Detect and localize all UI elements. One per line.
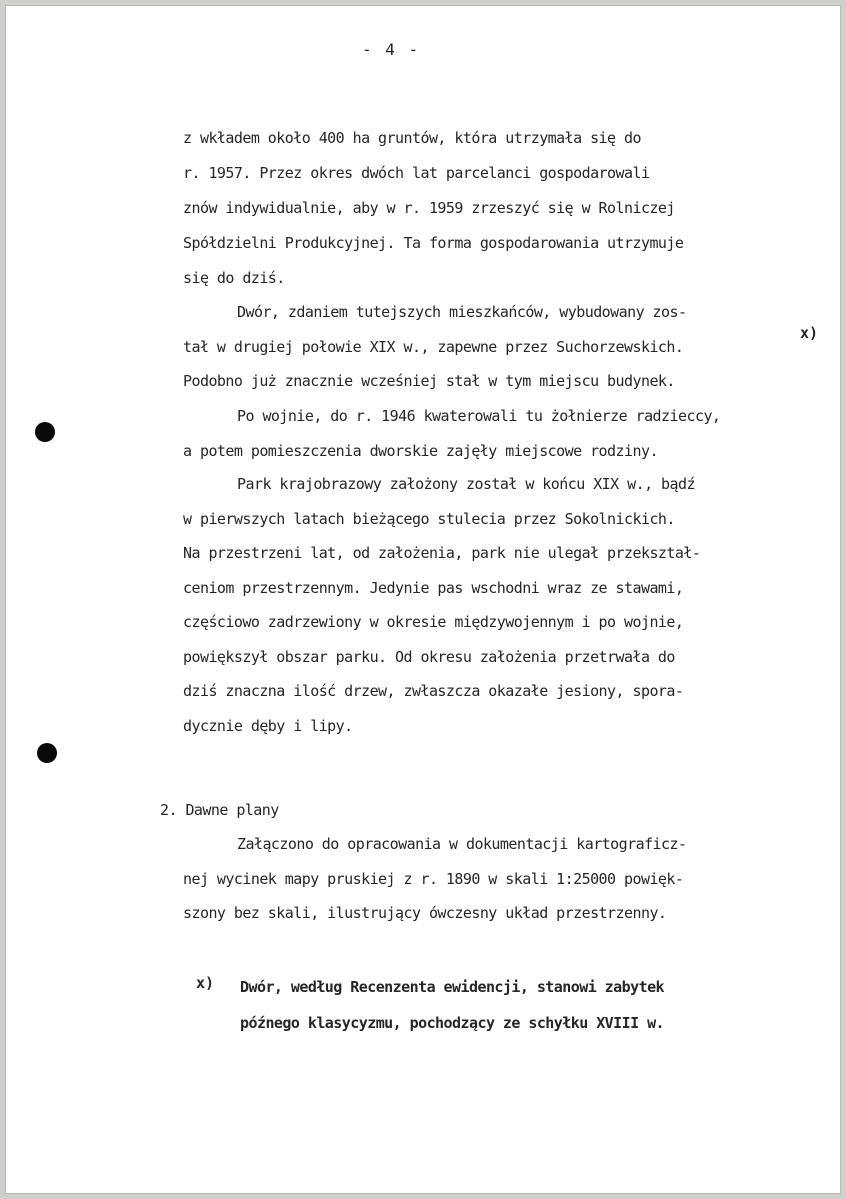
text-line: Spółdzielni Produkcyjnej. Ta forma gospodarowania utrzymuje bbox=[183, 234, 684, 252]
text-line: Dwór, zdaniem tutejszych mieszkańców, wybudowany zos- bbox=[237, 303, 687, 321]
text-line: szony bez skali, ilustrujący ówczesny układ przestrzenny. bbox=[183, 904, 667, 922]
text-line: w pierwszych latach bieżącego stulecia przez Sokolnickich. bbox=[183, 510, 675, 528]
text-line: nej wycinek mapy pruskiej z r. 1890 w skali 1:25000 powięk- bbox=[183, 870, 684, 888]
punch-hole-top bbox=[35, 422, 55, 442]
section-heading: 2. Dawne plany bbox=[160, 801, 279, 819]
punch-hole-bottom bbox=[37, 743, 57, 763]
margin-note-marker: x) bbox=[800, 324, 819, 342]
page-number: - 4 - bbox=[362, 40, 421, 59]
text-line: dycznie dęby i lipy. bbox=[183, 717, 353, 735]
footnote-marker: x) bbox=[196, 974, 215, 992]
footnote-line: Dwór, według Recenzenta ewidencji, stanowi zabytek bbox=[240, 978, 665, 996]
text-line: dziś znaczna ilość drzew, zwłaszcza okazałe jesiony, spora- bbox=[183, 682, 684, 700]
text-line: Na przestrzeni lat, od założenia, park nie ulegał przekształ- bbox=[183, 544, 701, 562]
text-line: ceniom przestrzennym. Jedynie pas wschodni wraz ze stawami, bbox=[183, 579, 684, 597]
text-line: znów indywidualnie, aby w r. 1959 zrzeszyć się w Rolniczej bbox=[183, 199, 675, 217]
text-line: r. 1957. Przez okres dwóch lat parcelanci gospodarowali bbox=[183, 164, 650, 182]
text-line: z wkładem około 400 ha gruntów, która utrzymała się do bbox=[183, 129, 641, 147]
text-line: Park krajobrazowy założony został w końcu XIX w., bądź bbox=[237, 475, 695, 493]
text-line: Załączono do opracowania w dokumentacji kartograficz- bbox=[237, 835, 687, 853]
text-line: Po wojnie, do r. 1946 kwaterowali tu żołnierze radzieccy, bbox=[237, 407, 721, 425]
text-line: Podobno już znacznie wcześniej stał w tym miejscu budynek. bbox=[183, 372, 675, 390]
text-line: powiększył obszar parku. Od okresu założenia przetrwała do bbox=[183, 648, 675, 666]
footnote-line: późnego klasycyzmu, pochodzący ze schyłku XVIII w. bbox=[240, 1014, 665, 1032]
text-line: się do dziś. bbox=[183, 269, 285, 287]
text-line: tał w drugiej połowie XIX w., zapewne przez Suchorzewskich. bbox=[183, 338, 684, 356]
text-line: częściowo zadrzewiony w okresie międzywojennym i po wojnie, bbox=[183, 613, 684, 631]
text-line: a potem pomieszczenia dworskie zajęły miejscowe rodziny. bbox=[183, 442, 658, 460]
